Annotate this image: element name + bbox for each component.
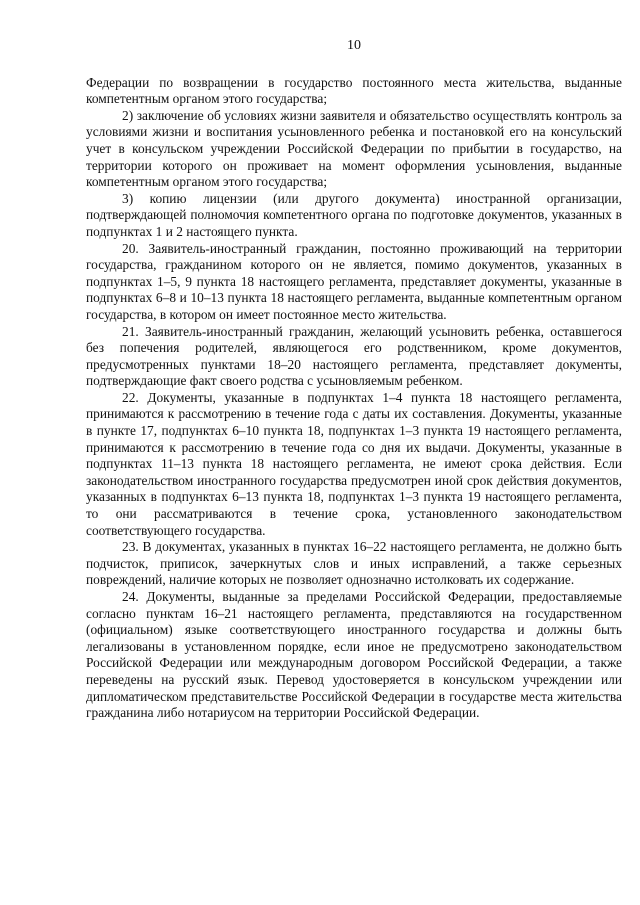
paragraph-item-21: 21. Заявитель-иностранный гражданин, желающий усыновить ребенка, оставшегося без попечения родителей, являющегося его родственником, кроме документов, предусмотренных пунктами 18–20 настоящего регламента, представляет документы, подтверждающие факт своего родства с усыновляемым ребенком. bbox=[86, 323, 622, 389]
paragraph-subitem-3: 3) копию лицензии (или другого документа) иностранной организации, подтверждающей полномочия компетентного органа по подготовке документов, указанных в подпунктах 1 и 2 настоящего пункта. bbox=[86, 190, 622, 239]
page-number: 10 bbox=[347, 38, 361, 53]
paragraph-item-22: 22. Документы, указанные в подпунктах 1–4 пункта 18 настоящего регламента, принимаются к рассмотрению в течение года с даты их составления. Документы, указанные в пункте 17, подпунктах 6–10 пункта 18, подпунктах 1–3 пункта 19 настоящего регламента, принимаются к рассмотрению в течение года со дня их выдачи. Документы, указанные в подпунктах 11–13 пункта 18 настоящего регламента, не имеют срока действия. Если законодательством иностранного государства предусмотрен иной срок действия документов, указанных в подпунктах 6–13 пункта 18, подпунктах 1–3 пункта 19 настоящего регламента, то они рассматриваются в течение срока, установленного законодательством соответствующего государства. bbox=[86, 389, 622, 538]
paragraph-subitem-2: 2) заключение об условиях жизни заявителя и обязательство осуществлять контроль за условиями жизни и воспитания усыновленного ребенка и постановкой его на консульский учет в консульском учреждении Российской Федерации по прибытии в государство, на территории которого он проживает на момент оформления усыновления, выданные компетентным органом этого государства; bbox=[86, 107, 622, 190]
document-page bbox=[86, 38, 622, 722]
paragraph-item-20: 20. Заявитель-иностранный гражданин, постоянно проживающий на территории государства, гражданином которого он не является, помимо документов, указанных в подпунктах 1–5, 9 пункта 18 настоящего регламента, представляет документы, указанные в подпунктах 6–8 и 10–13 пункта 18 настоящего регламента, выданные компетентным органом государства, в котором он имеет постоянное место жительства. bbox=[86, 240, 622, 322]
paragraph-item-23: 23. В документах, указанных в пунктах 16–22 настоящего регламента, не должно быть подчисток, приписок, зачеркнутых слов и иных исправлений, а также серьезных повреждений, наличие которых не позволяет однозначно истолковать их содержание. bbox=[86, 539, 622, 588]
paragraph-continuation: Федерации по возвращении в государство постоянного места жительства, выданные компетентным органом этого государства; bbox=[86, 74, 622, 107]
paragraph-item-24: 24. Документы, выданные за пределами Российской Федерации, предоставляемые согласно пунктам 16–21 настоящего регламента, представляются на государственном (официальном) языке соответствующего иностранного государства и должны быть легализованы в установленном порядке, если иное не предусмотрено законодательством Российской Федерации или международным договором Российской Федерации, а также переведены на русский язык. Перевод удостоверяется в консульском учреждении или дипломатическом представительстве Российской Федерации в государстве места жительства гражданина либо нотариусом на территории Российской Федерации. bbox=[86, 589, 622, 721]
